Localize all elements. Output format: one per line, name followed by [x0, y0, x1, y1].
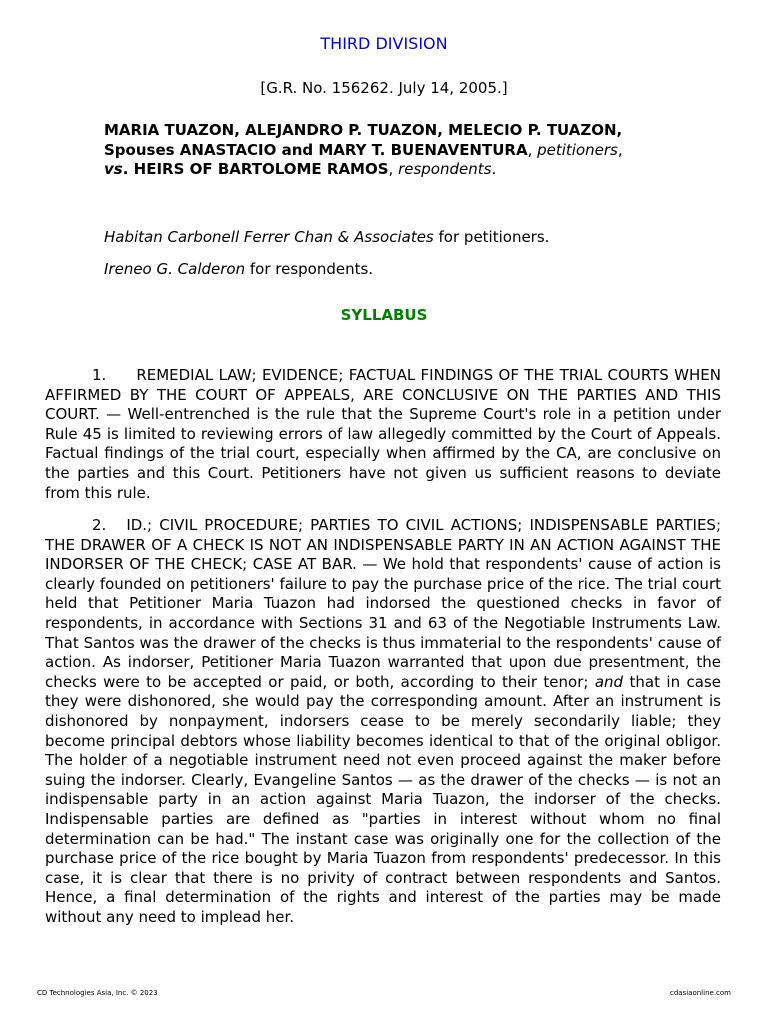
- petitioners-counsel-suffix: for petitioners.: [438, 228, 550, 246]
- syllabus-item-2-emphasis: and: [594, 672, 624, 691]
- syllabus-item-2-text-b: that in case they were dishonored, she would pay the corresponding amount. After an instrument is dishonored by nonpayment, indorsers cease to be merely secondarily liable; they become principal debtors whose liability becomes identical to that of the original obligor. The holder of a negotiable instrument need not even proceed against the maker before suing the indorser. Clearly, Evangeline Santos — as the drawer of the checks — is not an indispensable party in an action against Maria Tuazon, the indorser of the checks. Indispensable parties are defined as "parties in interest without whom no final determination can be had." The instant case was originally one for the collection of the purchase price of the rice bought by Maria Tuazon from respondents' predecessor. In this case, it is clear that there is no privity of contract between respondents and Santos. Hence, a final determination of the rights and interest of the parties may be made without any need to implead her.: [45, 672, 721, 926]
- respondent-names: HEIRS OF BARTOLOME RAMOS: [133, 160, 389, 179]
- petitioner-names: MARIA TUAZON, ALEJANDRO P. TUAZON, MELECIO P. TUAZON, Spouses ANASTACIO and MARY T. BUENAVENTURA: [104, 121, 623, 159]
- syllabus-item-1-number: 1.: [92, 366, 107, 384]
- syllabus-item-1: [45, 366, 721, 503]
- syllabus-item-2: [45, 516, 721, 927]
- division-heading: THIRD DIVISION: [320, 34, 448, 53]
- footer-copyright: CD Technologies Asia, Inc. © 2023: [37, 989, 158, 997]
- case-number: [G.R. No. 156262. July 14, 2005.]: [260, 79, 508, 97]
- case-parties: MARIA TUAZON, ALEJANDRO P. TUAZON, MELECIO P. TUAZON, Spouses ANASTACIO and MARY T. BUENAVENTURA, petitioners, vs. HEIRS OF BARTOLOME RAMOS, respondents.: [104, 121, 623, 179]
- respondents-label: respondents: [398, 160, 492, 179]
- respondents-counsel-suffix: for respondents.: [249, 260, 374, 278]
- syllabus-item-2-text-a: ID.; CIVIL PROCEDURE; PARTIES TO CIVIL ACTIONS; INDISPENSABLE PARTIES; THE DRAWER OF A CHECK IS NOT AN INDISPENSABLE PARTY IN AN ACTION AGAINST THE INDORSER OF THE CHECK; CASE AT BAR. — We hold that respondents' cause of action is clearly founded on petitioners' failure to pay the purchase price of the rice. The trial court held that Petitioner Maria Tuazon had indorsed the questioned checks in favor of respondents, in accordance with Sections 31 and 63 of the Negotiable Instruments Law. That Santos was the drawer of the checks is thus immaterial to the respondents' cause of action. As indorser, Petitioner Maria Tuazon warranted that upon due presentment, the checks were to be accepted or paid, or both, according to their tenor;: [45, 516, 721, 691]
- petitioners-counsel: [104, 227, 704, 247]
- syllabus-item-1-text: REMEDIAL LAW; EVIDENCE; FACTUAL FINDINGS OF THE TRIAL COURTS WHEN AFFIRMED BY THE COURT OF APPEALS, ARE CONCLUSIVE ON THE PARTIES AND THIS COURT. — Well-entrenched is the rule that the Supreme Court's role in a petition under Rule 45 is limited to reviewing errors of law allegedly committed by the Court of Appeals. Factual findings of the trial court, especially when affirmed by the CA, are conclusive on the parties and this Court. Petitioners have not given us sufficient reasons to deviate from this rule.: [45, 366, 721, 502]
- petitioners-firm: Habitan Carbonell Ferrer Chan & Associates: [104, 228, 434, 246]
- footer-site: cdasiaonline.com: [670, 989, 731, 997]
- syllabus-heading: SYLLABUS: [340, 306, 428, 324]
- respondents-counsel-name: Ireneo G. Calderon: [104, 260, 246, 278]
- syllabus-item-2-number: 2.: [92, 516, 107, 534]
- respondents-counsel: [104, 259, 704, 279]
- petitioners-label: petitioners: [537, 140, 618, 159]
- versus-label: vs: [104, 160, 123, 179]
